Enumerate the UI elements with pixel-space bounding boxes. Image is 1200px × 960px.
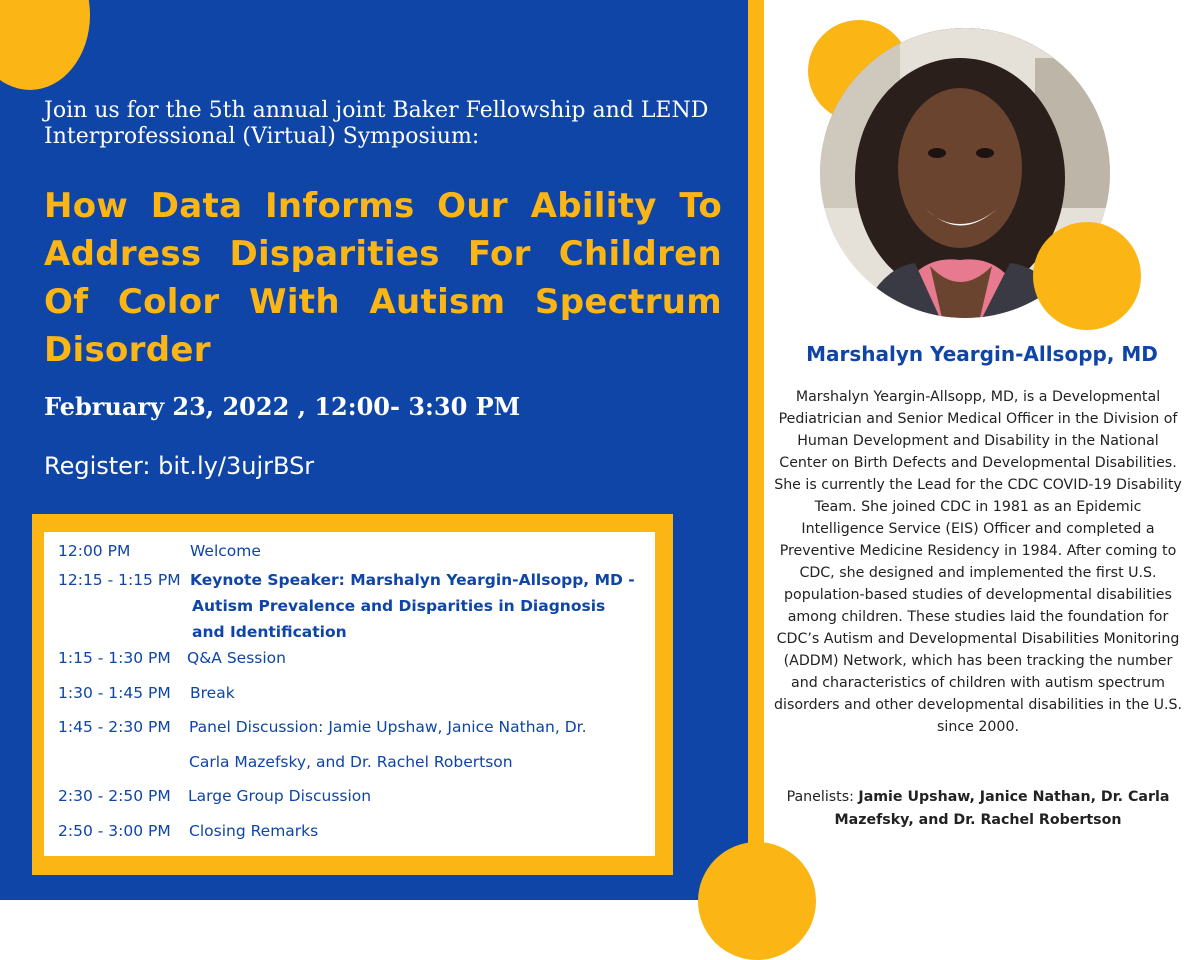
register-link[interactable]: Register: bit.ly/3ujrBSr	[44, 452, 315, 480]
agenda-desc: Welcome	[190, 542, 261, 560]
agenda-time: 1:15 - 1:30 PM	[58, 649, 171, 667]
intro-text: Join us for the 5th annual joint Baker Fellowship and LEND Interprofessional (Virtual) Symposium:	[44, 98, 709, 149]
agenda-desc: and Identification	[192, 623, 347, 641]
agenda-time: 1:45 - 2:30 PM	[58, 718, 171, 736]
agenda-desc: Carla Mazefsky, and Dr. Rachel Robertson	[189, 753, 513, 771]
agenda-time: 12:15 - 1:15 PM	[58, 571, 181, 589]
event-title: How Data Informs Our Ability To Address Disparities For Children Of Color With Autism Spectrum Disorder	[44, 186, 722, 370]
agenda-time: 2:50 - 3:00 PM	[58, 822, 171, 840]
panelists-names: Jamie Upshaw, Janice Nathan, Dr. Carla Mazefsky, and Dr. Rachel Robertson	[834, 789, 1170, 828]
agenda-box	[44, 532, 655, 856]
agenda-time: 2:30 - 2:50 PM	[58, 787, 171, 805]
decorative-circle	[698, 842, 816, 960]
agenda-time: 1:30 - 1:45 PM	[58, 684, 171, 702]
gold-divider	[748, 0, 764, 900]
panelists-label: Panelists:	[786, 789, 859, 805]
agenda-time: 12:00 PM	[58, 542, 131, 560]
agenda-desc: Break	[190, 684, 235, 702]
speaker-name: Marshalyn Yeargin-Allsopp, MD	[806, 342, 1158, 366]
agenda-desc: Large Group Discussion	[188, 787, 372, 805]
panelists	[772, 786, 1184, 832]
speaker-bio: Marshalyn Yeargin-Allsopp, MD, is a Developmental Pediatrician and Senior Medical Officer in the Division of Human Development and Disability in the National Center on Birth Defects and Developmental Disabilities. She is currently the Lead for the CDC COVID-19 Disability Team. She joined CDC in 1981 as an Epidemic Intelligence Service (EIS) Officer and completed a Preventive Medicine Residency in 1984. After coming to CDC, she designed and implemented the first U.S. population-based studies of developmental disabilities among children. These studies laid the foundation for CDC’s Autism and Developmental Disabilities Monitoring (ADDM) Network, which has been tracking the number and characteristics of children with autism spectrum disorders and other developmental disabilities in the U.S. since 2000.	[774, 389, 1182, 735]
agenda-desc: Closing Remarks	[189, 822, 319, 840]
event-date: February 23, 2022 , 12:00- 3:30 PM	[44, 392, 521, 421]
agenda-desc: Autism Prevalence and Disparities in Diagnosis	[192, 597, 606, 615]
agenda-desc: Panel Discussion: Jamie Upshaw, Janice Nathan, Dr.	[189, 718, 587, 736]
agenda-desc: Q&A Session	[187, 649, 286, 667]
decorative-circle	[1033, 222, 1141, 330]
agenda-desc: Keynote Speaker: Marshalyn Yeargin-Allsopp, MD -	[190, 571, 635, 589]
